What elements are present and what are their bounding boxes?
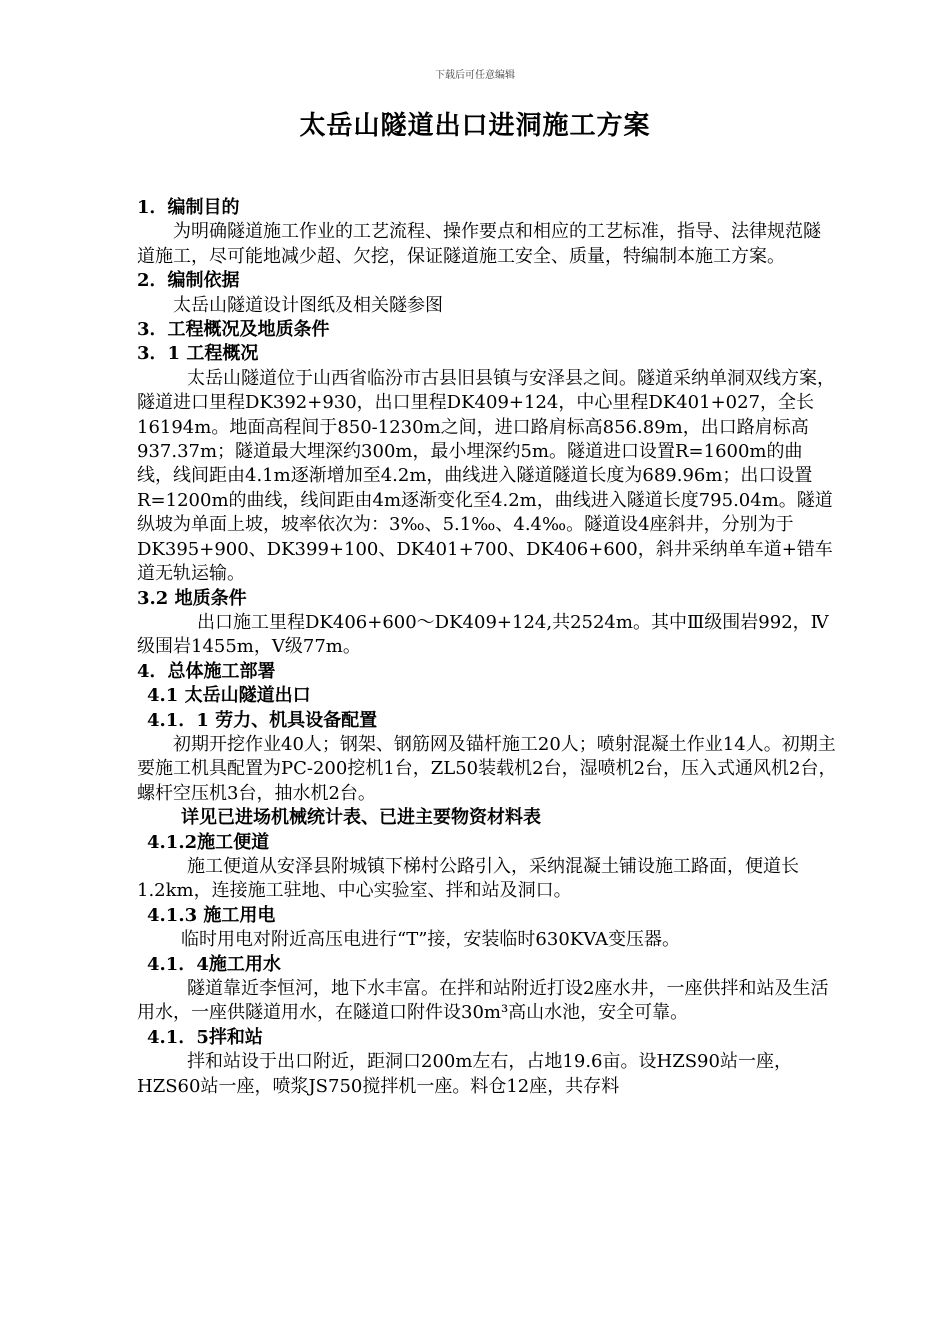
subsection-heading: 3.2 地质条件 [137, 587, 247, 609]
paragraph: 初期开挖作业40人；钢架、钢筋网及锚杆施工20人；喷射混凝土作业14人。初期主要施工机具配置为PC-200挖机1台，ZL50装载机2台，湿喷机2台，压入式通风机2台，螺杆空压机3台，抽水机2台。 [137, 733, 837, 804]
paragraph: 临时用电对附近高压电进行“T”接，安装临时630KVA变压器。 [181, 929, 680, 951]
paragraph: 拌和站设于出口附近，距洞口200m左右，占地19.6亩。设HZS90站一座，HZS60站一座，喷浆JS750搅拌机一座。料仓12座，共存料 [137, 1051, 792, 1097]
section-heading: 2．编制依据 [137, 270, 240, 292]
subsection-heading: 4.1．1 劳力、机具设备配置 [147, 709, 378, 731]
section-heading: 4．总体施工部署 [137, 660, 276, 682]
subsection-heading: 4.1.2施工便道 [147, 831, 270, 853]
paragraph: 为明确隧道施工作业的工艺流程、操作要点和相应的工艺标准，指导、法律规范隧道施工，尽可能地减少超、欠挖，保证隧道施工安全、质量，特编制本施工方案。 [137, 221, 821, 267]
header-note: 下载后可任意编辑 [435, 70, 515, 81]
paragraph: 隧道靠近李恒河，地下水丰富。在拌和站附近打设2座水井，一座供拌和站及生活用水，一座供隧道用水，在隧道口附件设30m³高山水池，安全可靠。 [137, 978, 829, 1024]
paragraph: 施工便道从安泽县附城镇下梯村公路引入，采纳混凝土铺设施工路面，便道长1.2km，连接施工驻地、中心实验室、拌和站及洞口。 [137, 855, 799, 902]
subsection-heading: 4.1．4施工用水 [147, 953, 281, 975]
subsection-heading: 3．1 工程概况 [137, 343, 259, 365]
subsection-heading: 4.1．5拌和站 [147, 1026, 263, 1048]
subsection-heading: 4.1 太岳山隧道出口 [147, 685, 311, 707]
bold-note: 详见已进场机械统计表、已进主要物资材料表 [181, 807, 541, 829]
paragraph: 出口施工里程DK406+600～DK409+124,共2524m。其中Ⅲ级围岩992，Ⅳ级围岩1455m，Ⅴ级77m。 [137, 611, 829, 658]
section-heading: 3．工程概况及地质条件 [137, 319, 330, 341]
subsection-heading: 4.1.3 施工用电 [147, 904, 276, 926]
document-body [137, 196, 837, 1099]
document-title: 太岳山隧道出口进洞施工方案 [299, 111, 651, 141]
paragraph: 太岳山隧道设计图纸及相关隧参图 [173, 294, 443, 316]
section-heading: 1．编制目的 [137, 197, 240, 218]
paragraph: 太岳山隧道位于山西省临汾市古县旧县镇与安泽县之间。隧道采纳单洞双线方案，隧道进口里程DK392+930，出口里程DK409+124，中心里程DK401+027，全长16194m。地面高程间于850-1230m之间，进口路肩标高856.89m，出口路肩标高937.37m；隧道最大埋深约300m，最小埋深约5m。隧道进口设置R=1600m的曲线，线间距由4.1m逐渐增加至4.2m，曲线进入隧道隧道长度为689.96m；出口设置R=1200m的曲线，线间距由4m逐渐变化至4.2m，曲线进入隧道长度795.04m。隧道纵坡为单面上坡，坡率依次为：3‰、5.1‰、4.4‰。隧道设4座斜井，分别为于DK395+900、DK399+100、DK401+700、DK406+600，斜井采纳单车道+错车道无轨运输。 [137, 367, 835, 585]
